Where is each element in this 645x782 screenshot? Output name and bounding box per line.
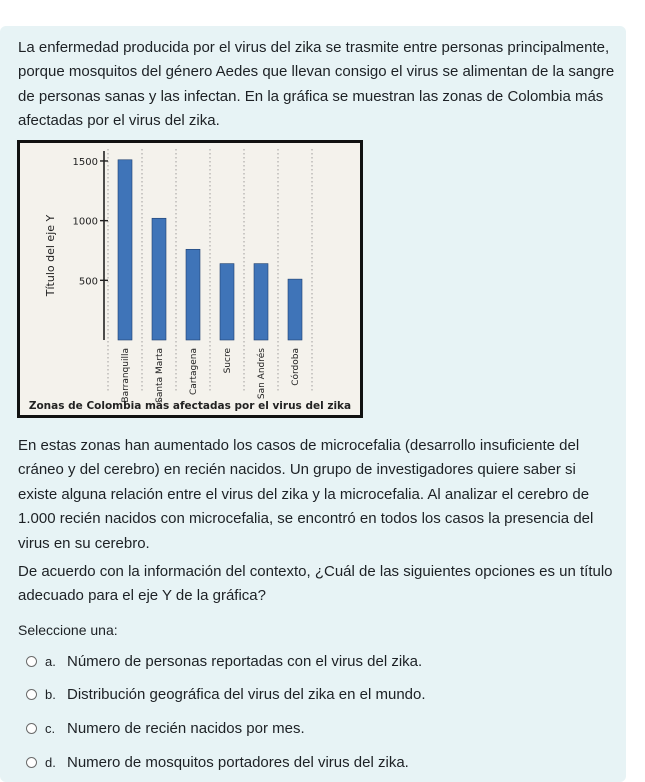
context-microcefalia: En estas zonas han aumentado los casos de microcefalia (desarrollo insuficiente del cráneo y del cerebro) en recién nacidos. Un grupo de investigadores quiere saber si existe alguna relación entre el virus del zika y la microcefalia. Al analizar el cerebro de 1.000 recién nacidos con microcefalia, se encontró en todos los casos la presencia del virus en su cerebro. (18, 437, 594, 552)
context-intro: La enfermedad producida por el virus del zika se trasmite entre personas principalmente, porque mosquitos del género Aedes que llevan consigo el virus se alimentan de la sangre de personas sanas y las infectan. En la gráfica se muestran las zonas de Colombia más afectadas por el virus del zika. (18, 39, 615, 130)
radio-option-b[interactable] (26, 689, 37, 700)
category-label: Barranquilla (121, 348, 131, 403)
bar-san-andrés (254, 264, 268, 340)
option-letter: a. (45, 654, 56, 669)
option-letter: b. (45, 687, 56, 702)
option-label[interactable]: Número de personas reportadas con el virus del zika. (67, 653, 423, 670)
option-d[interactable] (26, 754, 409, 771)
question-text: De acuerdo con la información del contexto, ¿Cuál de las siguientes opciones es un título adecuado para el eje Y de la gráfica? (18, 563, 613, 605)
bar-cartagena (186, 249, 200, 340)
bar-córdoba (288, 279, 302, 340)
category-label: Santa Marta (155, 348, 165, 403)
chart-svg (20, 143, 360, 415)
option-letter: c. (45, 721, 56, 736)
option-label[interactable]: Numero de mosquitos portadores del virus del zika. (67, 754, 409, 771)
bar-santa-marta (152, 218, 166, 340)
y-tick-label: 500 (78, 276, 98, 288)
radio-option-c[interactable] (26, 723, 37, 734)
category-label: Córdoba (291, 348, 301, 386)
option-letter: d. (45, 755, 56, 770)
y-tick-label: 1500 (72, 156, 98, 168)
bar-barranquilla (118, 160, 132, 340)
select-prompt: Seleccione una: (18, 622, 118, 638)
option-a[interactable] (26, 653, 422, 670)
category-label: San Andrés (257, 348, 267, 400)
radio-option-a[interactable] (26, 656, 37, 667)
radio-option-d[interactable] (26, 757, 37, 768)
x-axis-title: Zonas de Colombia más afectadas por el virus del zika (28, 400, 352, 412)
option-label[interactable]: Distribución geográfica del virus del zika en el mundo. (67, 686, 426, 703)
y-tick-label: 1000 (72, 216, 98, 228)
y-axis-title: Título del eje Y (44, 214, 57, 297)
category-label: Cartagena (189, 348, 199, 396)
category-label: Sucre (223, 348, 233, 374)
bar-sucre (220, 264, 234, 340)
option-b[interactable] (26, 686, 426, 703)
zika-chart (17, 140, 363, 418)
option-c[interactable] (26, 720, 305, 737)
option-label[interactable]: Numero de recién nacidos por mes. (67, 720, 305, 737)
